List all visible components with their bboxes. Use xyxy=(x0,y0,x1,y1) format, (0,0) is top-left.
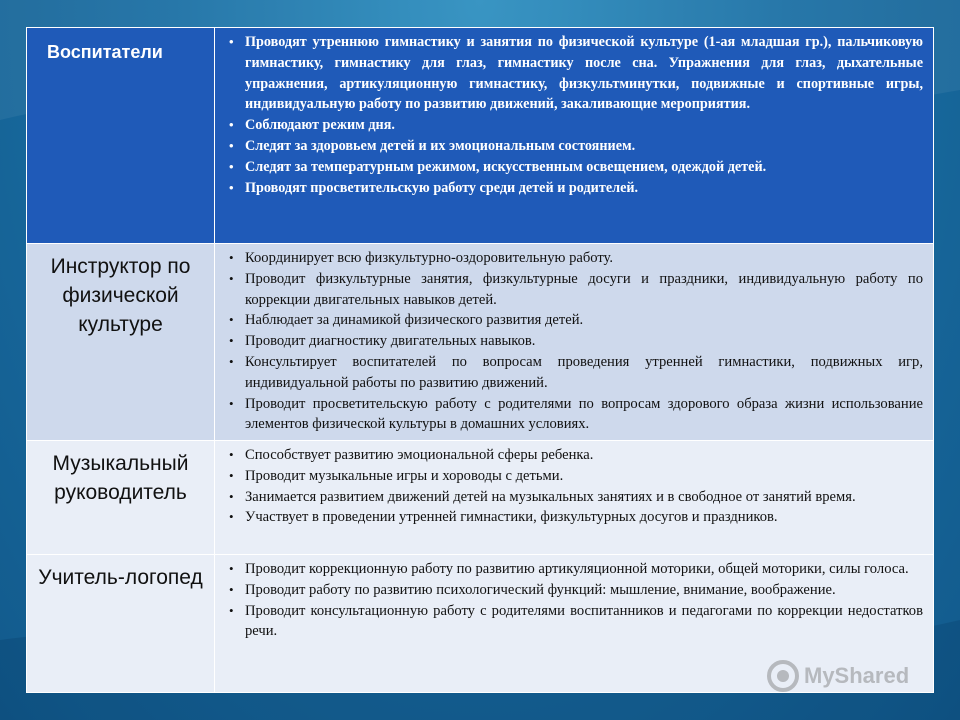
list-item: • Проводит работу по развитию психологический функций: мышление, внимание, воображение. xyxy=(227,580,923,601)
duties-cell xyxy=(215,441,934,555)
role-cell xyxy=(27,555,215,693)
list-item: • Проводит просветительскую работу с родителями по вопросам здорового образа жизни использование элементов физической культуры в домашних условиях. xyxy=(227,394,923,436)
duties-list xyxy=(215,555,933,644)
list-item: • Проводит консультационную работу с родителями воспитанников и педагогами по коррекции недостатков речи. xyxy=(227,601,923,643)
list-item: • Проводят просветительскую работу среди детей и родителей. xyxy=(227,178,923,199)
list-item: • Проводит диагностику двигательных навыков. xyxy=(227,331,923,352)
role-cell xyxy=(27,441,215,555)
list-item: • Способствует развитию эмоциональной сферы ребенка. xyxy=(227,445,923,466)
roles-table xyxy=(26,27,934,693)
myshared-logo-icon xyxy=(766,659,800,693)
duties-list xyxy=(215,28,933,200)
table-row xyxy=(27,441,934,555)
watermark xyxy=(766,656,909,696)
list-item: • Участвует в проведении утренней гимнастики, физкультурных досугов и праздников. xyxy=(227,507,923,528)
list-item: • Проводит физкультурные занятия, физкультурные досуги и праздники, индивидуальную работу по коррекции двигательных навыков детей. xyxy=(227,269,923,311)
list-item: • Координирует всю физкультурно-оздоровительную работу. xyxy=(227,248,923,269)
role-title: Музыкальный руководитель xyxy=(52,452,189,504)
role-cell xyxy=(27,244,215,441)
list-item: • Следят за температурным режимом, искусственным освещением, одеждой детей. xyxy=(227,157,923,178)
list-item: • Соблюдают режим дня. xyxy=(227,115,923,136)
list-item: • Консультирует воспитателей по вопросам проведения утренней гимнастики, подвижных игр, индивидуальной работы по развитию движений. xyxy=(227,352,923,394)
list-item: • Проводит музыкальные игры и хороводы с детьми. xyxy=(227,466,923,487)
duties-list xyxy=(215,244,933,437)
watermark-text: MyShared xyxy=(804,663,910,688)
duties-cell xyxy=(215,244,934,441)
list-item: • Наблюдает за динамикой физического развития детей. xyxy=(227,310,923,331)
role-title: Учитель-логопед xyxy=(38,566,203,589)
table-row xyxy=(27,244,934,441)
list-item: • Занимается развитием движений детей на музыкальных занятиях и в свободное от занятий время. xyxy=(227,487,923,508)
duties-list xyxy=(215,441,933,530)
role-cell xyxy=(27,28,215,244)
role-title: Воспитатели xyxy=(47,42,163,62)
duties-cell xyxy=(215,28,934,244)
list-item: • Следят за здоровьем детей и их эмоциональным состоянием. xyxy=(227,136,923,157)
role-title: Инструктор по физической культуре xyxy=(50,255,191,336)
list-item: • Проводят утреннюю гимнастику и занятия по физической культуре (1-ая младшая гр.), пальчиковую гимнастику, гимнастику для глаз, гимнастику после сна. Упражнения для глаз, дыхательные упражнения, артикуляционную гимнастику, физкультминутки, подвижные и спортивные игры, индивидуальную работу по развитию движений, закаливающие мероприятия. xyxy=(227,32,923,115)
table-row xyxy=(27,28,934,244)
list-item: • Проводит коррекционную работу по развитию артикуляционной моторики, общей моторики, силы голоса. xyxy=(227,559,923,580)
